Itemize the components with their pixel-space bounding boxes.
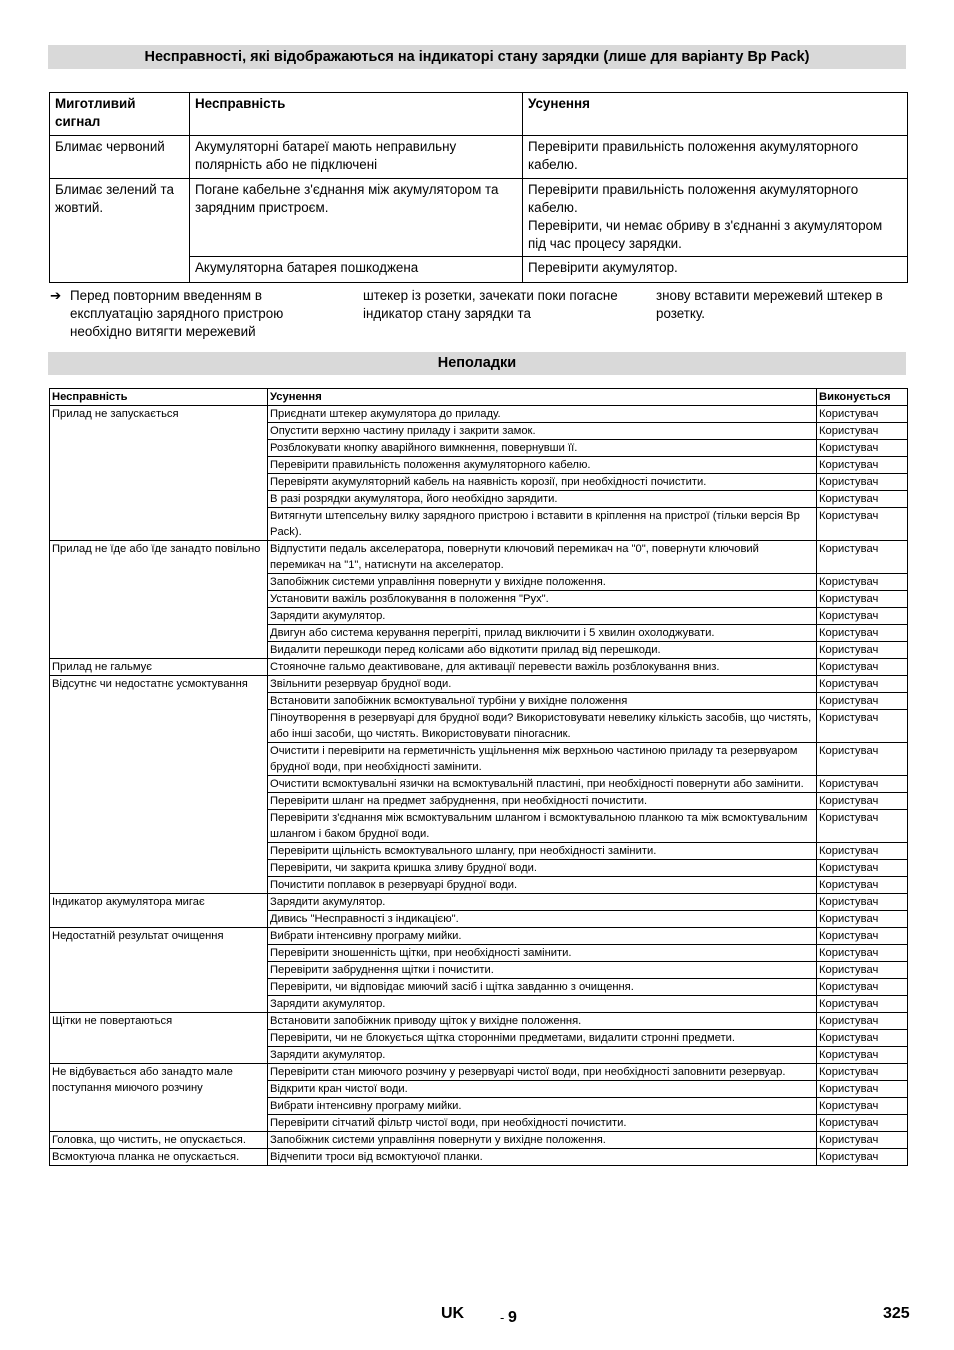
table-row (50, 928, 908, 945)
footer-page-number: 9 (507, 1309, 517, 1326)
fix-cell: Перевірити, чи не блокується щітка сторонніми предметами, видалити стронні предмети. (268, 1030, 817, 1047)
fault-cell: Не відбувається або занадто мале поступання миючого розчину (50, 1064, 268, 1132)
troubleshooting-table (49, 388, 908, 1166)
fault-cell: Прилад не гальмує (50, 659, 268, 676)
header-signal: Миготливий сигнал (50, 93, 190, 136)
performer-cell: Користувач (817, 945, 908, 962)
table-row (50, 659, 908, 676)
performer-cell: Користувач (817, 541, 908, 574)
performer-cell: Користувач (817, 911, 908, 928)
table-row (50, 1013, 908, 1030)
performer-cell: Користувач (817, 440, 908, 457)
table-row (50, 1064, 908, 1081)
fix-cell: Зарядити акумулятор. (268, 996, 817, 1013)
fix-cell: Розблокувати кнопку аварійного вимкнення, повернувши її. (268, 440, 817, 457)
performer-cell: Користувач (817, 693, 908, 710)
performer-cell: Користувач (817, 659, 908, 676)
fix-cell: Відкрити кран чистої води. (268, 1081, 817, 1098)
footer-page (500, 1309, 517, 1327)
fault-cell: Щітки не повертаються (50, 1013, 268, 1064)
performer-cell: Користувач (817, 928, 908, 945)
fix-cell: Перевірити з'єднання між всмоктувальним шлангом і всмоктувальною планкою та між всмоктувальним шлангом і баком брудної води. (268, 810, 817, 843)
fix-cell: Зарядити акумулятор. (268, 608, 817, 625)
performer-cell: Користувач (817, 962, 908, 979)
header-performer: Виконується (817, 389, 908, 406)
fix-cell: Відпустити педаль акселератора, повернути ключовий перемикач на "0", повернути ключовий перемикач на "1", натиснути на акселератор. (268, 541, 817, 574)
performer-cell: Користувач (817, 1115, 908, 1132)
footer-language: UK (441, 1305, 465, 1322)
signal-cell: Блимає зелений та жовтий. (50, 179, 190, 283)
performer-cell: Користувач (817, 1098, 908, 1115)
fix-cell: Зарядити акумулятор. (268, 894, 817, 911)
charge-indicator-table (49, 92, 908, 283)
performer-cell: Користувач (817, 474, 908, 491)
performer-cell: Користувач (817, 793, 908, 810)
performer-cell: Користувач (817, 457, 908, 474)
fault-cell: Прилад не їде або їде занадто повільно (50, 541, 268, 659)
fix-cell: Вибрати інтенсивну програму мийки. (268, 928, 817, 945)
fix-cell: Видалити перешкоди перед колісами або відкотити прилад від перешкоди. (268, 642, 817, 659)
fix-cell: Перевірити, чи закрита кришка зливу брудної води. (268, 860, 817, 877)
performer-cell: Користувач (817, 860, 908, 877)
performer-cell: Користувач (817, 996, 908, 1013)
fix-cell: Вибрати інтенсивну програму мийки. (268, 1098, 817, 1115)
fault-cell: Недостатній результат очищення (50, 928, 268, 1013)
performer-cell: Користувач (817, 1149, 908, 1166)
performer-cell: Користувач (817, 1030, 908, 1047)
note-text-3: знову вставити мережевий штекер в розетку. (656, 288, 883, 321)
fix-cell: Перевірити, чи відповідає миючий засіб і щітка завданню з очищення. (268, 979, 817, 996)
fault-cell: Акумуляторні батареї мають неправильну полярність або не підключені (190, 136, 523, 179)
fault-cell: Відсутнє чи недостатнє усмоктування (50, 676, 268, 894)
fix-cell: Запобіжник системи управління повернути у вихідне положення. (268, 574, 817, 591)
performer-cell: Користувач (817, 810, 908, 843)
performer-cell: Користувач (817, 676, 908, 693)
performer-cell: Користувач (817, 608, 908, 625)
performer-cell: Користувач (817, 491, 908, 508)
fix-cell: Перевірити правильність положення акумуляторного кабелю. (523, 136, 908, 179)
note-text-2: штекер із розетки, зачекати поки погасне індикатор стану зарядки та (363, 288, 618, 321)
fix-cell: Встановити запобіжник всмоктувальної турбіни у вихідне положення (268, 693, 817, 710)
performer-cell: Користувач (817, 642, 908, 659)
fix-cell: Опустити верхню частину приладу і закрити замок. (268, 423, 817, 440)
fix-cell: Звільнити резервуар брудної води. (268, 676, 817, 693)
performer-cell: Користувач (817, 1081, 908, 1098)
fault-cell: Всмоктуюча планка не опускається. (50, 1149, 268, 1166)
arrow-right-icon: ➔ (50, 288, 62, 303)
section-title-charge-indicator: Несправності, які відображаються на індикаторі стану зарядки (лише для варіанту Bp Pack) (48, 45, 906, 69)
performer-cell: Користувач (817, 877, 908, 894)
fix-cell: Перевірити шланг на предмет забруднення, при необхідності почистити. (268, 793, 817, 810)
fix-cell: Перевірити сітчатий фільтр чистої води, при необхідності почистити. (268, 1115, 817, 1132)
fix-cell: Двигун або система керування перегріті, прилад виключити і 5 хвилин охолоджувати. (268, 625, 817, 642)
table-row (50, 676, 908, 693)
troubleshooting-body (50, 406, 908, 1166)
fault-cell: Головка, що чистить, не опускається. (50, 1132, 268, 1149)
performer-cell: Користувач (817, 1132, 908, 1149)
fix-cell: Відчепити троси від всмоктуючої планки. (268, 1149, 817, 1166)
fix-cell: Перевірити правильність положення акумуляторного кабелю. Перевірити, чи немає обриву в з'єднанні з акумулятором під час процесу зарядки. (523, 179, 908, 257)
section-title-troubleshooting: Неполадки (48, 352, 906, 375)
fix-cell: Перевірити зношенність щітки, при необхідності замінити. (268, 945, 817, 962)
fix-cell: Приєднати штекер акумулятора до приладу. (268, 406, 817, 423)
table-row (50, 541, 908, 574)
header-fix: Усунення (523, 93, 908, 136)
fix-cell: Перевірити забруднення щітки і почистити. (268, 962, 817, 979)
performer-cell: Користувач (817, 625, 908, 642)
performer-cell: Користувач (817, 508, 908, 541)
header-fault: Несправність (190, 93, 523, 136)
table-row (50, 1132, 908, 1149)
fix-cell: Перевіряти акумуляторний кабель на наявність корозії, при необхідності почистити. (268, 474, 817, 491)
note-column-1 (50, 287, 310, 341)
table-row (50, 894, 908, 911)
fix-cell: Зарядити акумулятор. (268, 1047, 817, 1064)
header-fix: Усунення (268, 389, 817, 406)
footer-separator: - (500, 1310, 505, 1325)
fix-cell: Дивись "Несправності з індикацією". (268, 911, 817, 928)
fix-cell: Встановити запобіжник приводу щіток у вихідне положення. (268, 1013, 817, 1030)
signal-cell: Блимає червоний (50, 136, 190, 179)
fix-cell: Очистити і перевірити на герметичність ущільнення між верхньою частиною приладу та резервуаром брудної води, при необхідності замінити. (268, 743, 817, 776)
fix-cell: Стояночне гальмо деактивоване, для активації перевести важіль розблокування вниз. (268, 659, 817, 676)
performer-cell: Користувач (817, 1064, 908, 1081)
performer-cell: Користувач (817, 591, 908, 608)
fault-cell: Акумуляторна батарея пошкоджена (190, 257, 523, 283)
fix-cell: Установити важіль розблокування в положення "Рух". (268, 591, 817, 608)
fix-cell: Почистити поплавок в резервуарі брудної води. (268, 877, 817, 894)
performer-cell: Користувач (817, 776, 908, 793)
fix-cell: Запобіжник системи управління повернути у вихідне положення. (268, 1132, 817, 1149)
performer-cell: Користувач (817, 710, 908, 743)
fix-cell: Піноутворення в резервуарі для брудної води? Використовувати невелику кількість засобів, що чистять, або інші засоби, що чистять. Використовувати піногасник. (268, 710, 817, 743)
fix-cell: Перевірити щільність всмоктувального шлангу, при необхідності замінити. (268, 843, 817, 860)
performer-cell: Користувач (817, 1047, 908, 1064)
fix-cell: Перевірити акумулятор. (523, 257, 908, 283)
fix-cell: В разі розрядки акумулятора, його необхідно зарядити. (268, 491, 817, 508)
note-text-1: Перед повторним введенням в експлуатацію зарядного пристрою необхідно витягти мережевий (70, 288, 284, 339)
table-row (50, 406, 908, 423)
fault-cell: Погане кабельне з'єднання між акумулятором та зарядним пристроєм. (190, 179, 523, 257)
performer-cell: Користувач (817, 743, 908, 776)
header-fault: Несправність (50, 389, 268, 406)
performer-cell: Користувач (817, 979, 908, 996)
footer-total-page: 325 (883, 1305, 910, 1322)
fix-cell: Витягнути штепсельну вилку зарядного пристрою і вставити в кріплення на пристрої (тільки версія Bp Pack). (268, 508, 817, 541)
fix-cell: Очистити всмоктувальні язички на всмоктувальній пластині, при необхідності повернути або замінити. (268, 776, 817, 793)
performer-cell: Користувач (817, 406, 908, 423)
table-row (50, 1149, 908, 1166)
performer-cell: Користувач (817, 574, 908, 591)
fault-cell: Прилад не запускається (50, 406, 268, 541)
performer-cell: Користувач (817, 843, 908, 860)
performer-cell: Користувач (817, 423, 908, 440)
performer-cell: Користувач (817, 894, 908, 911)
fix-cell: Перевірити стан миючого розчину у резервуарі чистої води, при необхідності заповнити резервуар. (268, 1064, 817, 1081)
fix-cell: Перевірити правильність положення акумуляторного кабелю. (268, 457, 817, 474)
performer-cell: Користувач (817, 1013, 908, 1030)
fault-cell: Індикатор акумулятора мигає (50, 894, 268, 928)
